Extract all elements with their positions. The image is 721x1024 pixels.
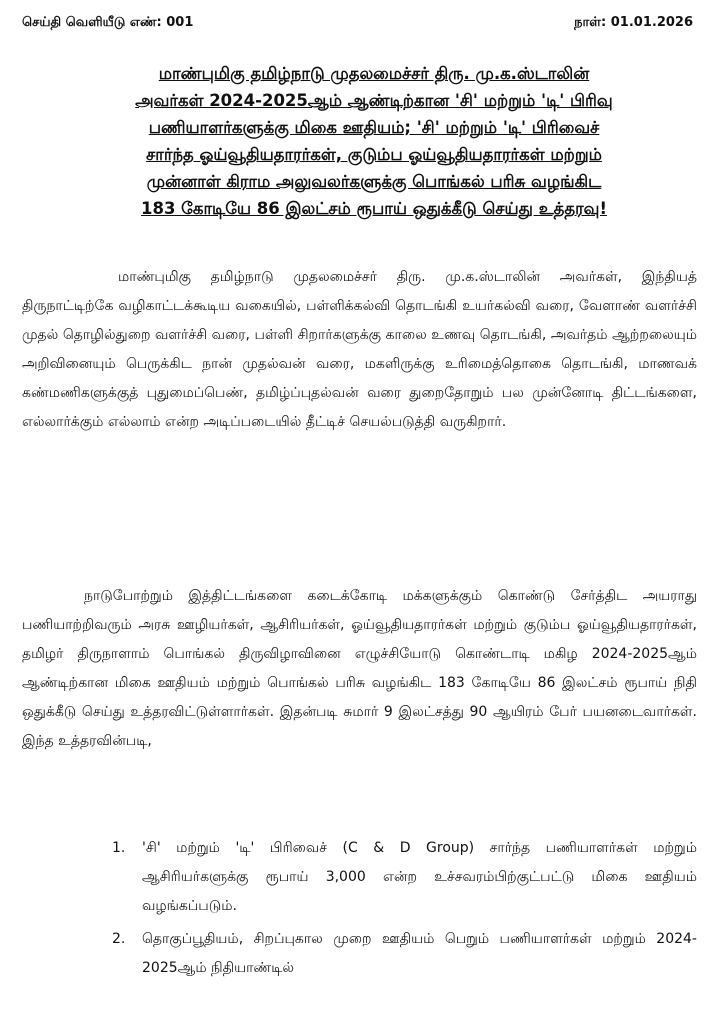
order-list (112, 834, 697, 987)
document-title (48, 60, 700, 222)
title-line-5: முன்னாள் கிராம அலுவலர்களுக்கு பொங்கல் பரிசு வழங்கிட (146, 172, 602, 191)
title-line-2: அவர்கள் 2024-2025ஆம் ஆண்டிற்கான 'சி' மற்றும் 'டி' பிரிவு (135, 91, 613, 110)
title-line-6: 183 கோடியே 86 இலட்சம் ரூபாய் ஒதுக்கீடு செய்து உத்தரவு! (140, 199, 607, 218)
release-number: செய்தி வெளியீடு எண்: 001 (22, 15, 194, 30)
list-item-text: 'சி' மற்றும் 'டி' பிரிவைச் (C & D Group) சார்ந்த பணியாளர்கள் மற்றும் ஆசிரியர்களுக்கு ரூபாய் 3,000 என்ற உச்சவரம்பிற்குட்பட்டு மிகை ஊதியம் வழங்கப்படும். (142, 840, 697, 914)
list-item (112, 925, 697, 983)
title-line-1: மாண்புமிகு தமிழ்நாடு முதலமைச்சர் திரு. மு.க.ஸ்டாலின் (158, 64, 590, 83)
list-item-number: 2. (112, 931, 126, 947)
release-date: நாள்: 01.01.2026 (574, 15, 693, 30)
list-item (112, 834, 697, 921)
body-paragraph-2: நாடுபோற்றும் இத்திட்டங்களை கடைக்கோடி மக்களுக்கும் கொண்டு சேர்த்திட அயராது பணியாற்றிவரும் அரசு ஊழியர்கள், ஆசிரியர்கள், ஓய்வூதியதாரர்கள் மற்றும் குடும்ப ஓய்வூதியதாரர்கள், தமிழர் திருநாளாம் பொங்கல் திருவிழாவினை எழுச்சியோடு கொண்டாடி மகிழ 2024-2025ஆம் ஆண்டிற்கான மிகை ஊதியம் மற்றும் பொங்கல் பரிசு வழங்கிட 183 கோடியே 86 இலட்சம் ரூபாய் நிதி ஒதுக்கீடு செய்து உத்தரவிட்டுள்ளார்கள். இதன்படி சுமார் 9 இலட்சத்து 90 ஆயிரம் பேர் பயனடைவார்கள். இந்த உத்தரவின்படி, (22, 588, 697, 749)
list-item-text: தொகுப்பூதியம், சிறப்புகால முறை ஊதியம் பெறும் பணியாளர்கள் மற்றும் 2024-2025ஆம் நிதியாண்டில் (142, 931, 697, 976)
list-item-number: 1. (112, 840, 126, 856)
body-paragraph-1: மாண்புமிகு தமிழ்நாடு முதலமைச்சர் திரு. மு.க.ஸ்டாலின் அவர்கள், இந்தியத் திருநாட்டிற்கே வழிகாட்டக்கூடிய வகையில், பள்ளிக்கல்வி தொடங்கி உயர்கல்வி வரை, வேளாண் வளர்ச்சி முதல் தொழில்துறை வளர்ச்சி வரை, பள்ளி சிறார்களுக்கு காலை உணவு தொடங்கி, அவர்தம் ஆற்றலையும் அறிவினையும் பெருக்கிட நான் முதல்வன் வரை, மகளிருக்கு உரிமைத்தொகை தொடங்கி, மாணவக் கண்மணிகளுக்குத் புதுமைப்பெண், தமிழ்ப்புதல்வன் வரை துறைதோறும் பல முன்னோடி திட்டங்களை, எல்லார்க்கும் எல்லாம் என்ற அடிப்படையில் தீட்டிச் செயல்படுத்தி வருகிறார். (22, 269, 697, 430)
title-line-3: பணியாளர்களுக்கு மிகை ஊதியம்; 'சி' மற்றும் 'டி' பிரிவைச் (148, 118, 600, 137)
document-header (22, 14, 693, 32)
title-line-4: சார்ந்த ஓய்வூதியதாரர்கள், குடும்ப ஓய்வூதியதாரர்கள் மற்றும் (146, 145, 602, 164)
